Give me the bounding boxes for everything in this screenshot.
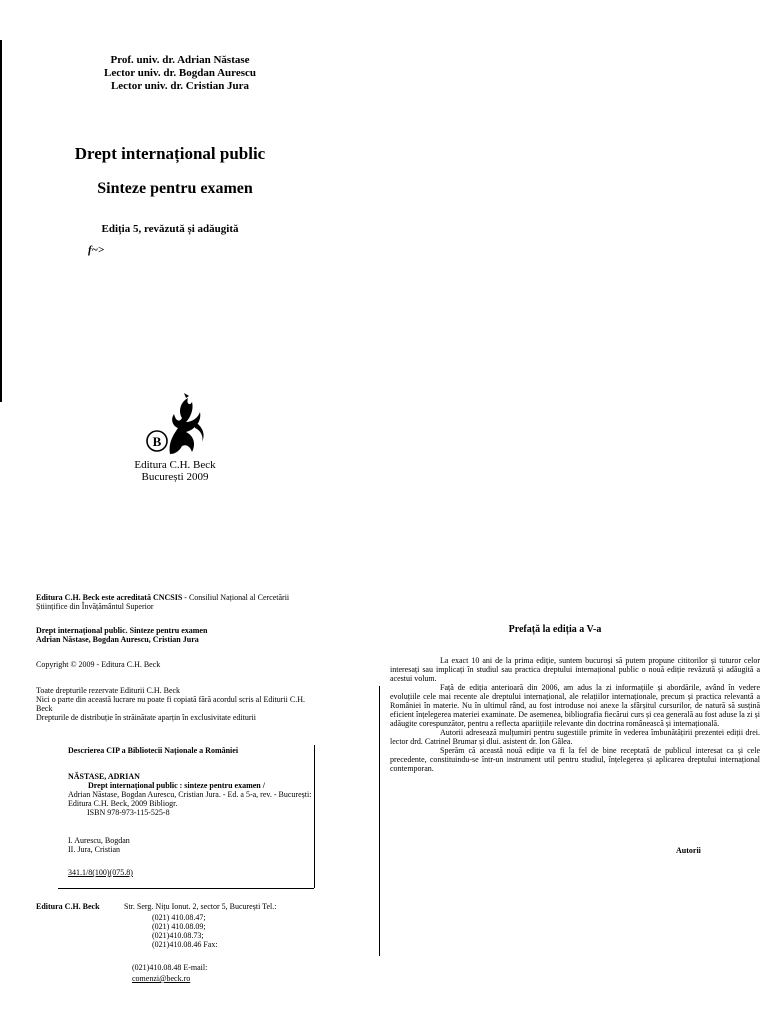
copyright-line: Copyright © 2009 - Editura C.H. Beck xyxy=(36,660,161,669)
preface-paragraph: La exact 10 ani de la prima ediție, suntem bucuroși să putem propune cititorilor și tuturor celor interesați sau implicați în studiul sau practica dreptului internațional public o nouă ediție revăzută și adăugită a acestui volum. xyxy=(390,656,760,683)
cip-title: Drept internațional public : sinteze pentru examen / xyxy=(88,781,265,790)
accreditation-bold: Editura C.H. Beck este acreditată CNCSIS xyxy=(36,593,183,602)
email-link[interactable]: comenzi@beck.ro xyxy=(132,974,191,983)
book-subtitle: Sinteze pentru examen xyxy=(97,180,253,197)
publisher-logo-icon xyxy=(140,392,210,458)
phone-3: (021)410.08.73; xyxy=(152,931,204,940)
contact-publisher: Editura C.H. Beck xyxy=(36,902,100,911)
cip-details: Adrian Năstase, Bogdan Aurescu, Cristian Jura. - Ed. a 5-a, rev. - București: Editura C.H. Beck, 2009 Bibliogr. xyxy=(68,790,312,808)
accreditation-rest: - Consiliul Național al Cercetării Științifice din Învățământul Superior xyxy=(36,593,290,611)
rights-line-1: Toate drepturile rezervate Editurii C.H. Beck xyxy=(36,686,181,695)
author-1: Prof. univ. dr. Adrian Năstase xyxy=(110,54,250,66)
phone-2: (021) 410.08.09; xyxy=(152,922,206,931)
book-authors-line: Adrian Năstase, Bogdan Aurescu, Cristian Jura xyxy=(36,635,199,644)
cip-references xyxy=(68,836,130,854)
cip-author: NĂSTASE, ADRIAN xyxy=(68,772,140,781)
contact-phones xyxy=(132,913,332,949)
handwritten-mark: f~> xyxy=(88,244,105,256)
accreditation-note xyxy=(36,593,316,611)
book-title: Drept internațional public xyxy=(74,144,266,163)
cip-box-bottom-rule xyxy=(58,888,314,889)
cip-ref-2: II. Jura, Cristian xyxy=(68,845,120,854)
phone-4: (021)410.08.46 Fax: xyxy=(152,940,218,949)
cip-ref-1: I. Aurescu, Bogdan xyxy=(68,836,130,845)
author-2: Lector univ. dr. Bogdan Aurescu xyxy=(104,67,256,79)
author-list xyxy=(60,54,300,93)
preface-signature: Autorii xyxy=(676,846,701,855)
author-3: Lector univ. dr. Cristian Jura xyxy=(110,80,250,92)
preface-title: Prefață la ediția a V-a xyxy=(508,624,602,635)
publisher-name: Editura C.H. Beck xyxy=(134,459,216,471)
book-title-line: Drept internațional public. Sinteze pentru examen xyxy=(36,626,208,635)
logo-letter: B xyxy=(152,434,162,449)
column-divider xyxy=(379,686,380,956)
page-edge-line xyxy=(0,40,2,402)
contact-address: Str. Serg. Nițu Ionut. 2, sector 5, București Tel.: xyxy=(124,902,277,911)
rights-line-2: Nici o parte din această lucrare nu poate fi copiată fără acordul scris al Editurii C.H. Beck xyxy=(36,695,305,713)
cip-udc-code: 341.1/8(100)(075.8) xyxy=(68,868,133,877)
cip-header: Descrierea CIP a Bibliotecii Naționale a României xyxy=(68,746,239,755)
cip-record xyxy=(68,772,314,817)
preface-paragraph: Sperăm că această nouă ediție va fi la fel de bine receptată de publicul interesat ca și cele precedente, constituindu-se într-un instrument util pentru studiul, înțelegerea și aplicarea dreptului internațional contemporan. xyxy=(390,746,760,773)
phone-1: (021) 410.08.47; xyxy=(152,913,206,922)
preface-paragraph: Autorii adresează mulțumiri pentru sugestiile primite în vederea îmbunătățirii prezentei ediții drei. lector drd. Catrinel Brumar și dlui. asistent dr. Ion Gâlea. xyxy=(390,728,760,746)
rights-line-3: Drepturile de distribuție în străinătate aparțin în exclusivitate editurii xyxy=(36,713,256,722)
book-credit xyxy=(36,626,316,644)
edition-label: Ediția 5, revăzută și adăugită xyxy=(101,223,239,235)
contact-fax-email: (021)410.08.48 E-mail: xyxy=(132,963,208,972)
preface-paragraph: Față de ediția anterioară din 2006, am adus la zi informațiile și abordările, având în vedere evoluțiile cele mai recente ale dreptului internațional, ale relațiilor internaționale, precum și practica relevantă a României în materie. Nu în ultimul rând, au fost introduse noi anexe la sfârșitul cursurilor, de natură să susțină eficient înțelegerea materiei examinate. De asemenea, bibliografia fiecărui curs și cea generală au fost aduse la zi și adăugite corespunzător, pentru a reflecta apariițiile relevante din doctrina românească și internațională. xyxy=(390,683,760,728)
publisher-block xyxy=(110,459,240,483)
cip-isbn: ISBN 978-973-115-525-8 xyxy=(87,808,170,817)
publisher-city-year: București 2009 xyxy=(141,471,209,483)
rights-notice xyxy=(36,686,316,722)
preface-body xyxy=(390,656,760,773)
